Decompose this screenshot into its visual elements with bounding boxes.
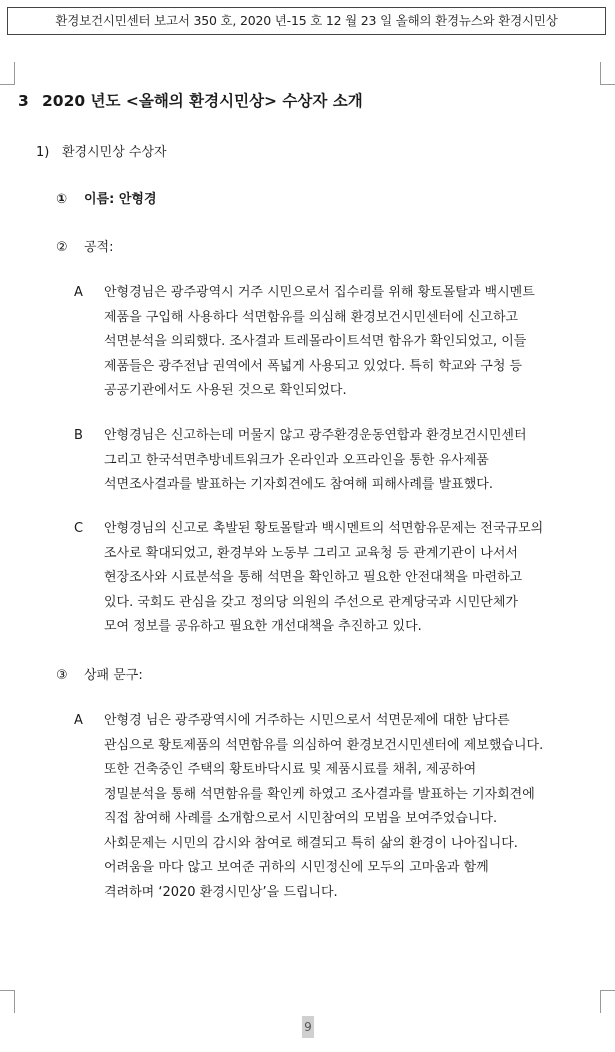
crop-mark-top-right [600,62,615,85]
paragraph-line: 석면조사결과를 발표하는 기자회견에도 참여해 피해사례를 발표했다. [104,477,493,492]
item-marker: ② [56,240,68,255]
paragraph-line: 정밀분석을 통해 석면함유를 확인케 하였고 조사결과를 발표하는 기자회견에 [104,786,535,802]
paragraph-line: 사회문제는 시민의 감시와 참여로 해결되고 특히 삶의 환경이 나아집니다. [104,835,518,851]
paragraph-letter: A [74,285,83,300]
paragraph-letter: C [74,521,84,536]
achievement-paragraph-c [74,517,600,640]
paragraph-line: 직접 참여해 사례를 소개함으로서 시민참여의 모범을 보여주었습니다. [104,811,498,826]
crop-mark-bottom-right [600,990,615,1013]
achievement-paragraph-b [74,424,600,498]
paragraph-line: 모여 정보를 공유하고 필요한 개선대책을 추진하고 있다. [104,619,422,634]
subsection-number: 1) [36,145,50,160]
page-header: 환경보건시민센터 보고서 350 호, 2020 년-15 호 12 월 23 일 올해의 환경뉴스와 환경시민상 [7,7,606,35]
item-marker: ③ [56,668,68,683]
plaque-paragraph [74,709,600,905]
paragraph-line: 조사로 확대되었고, 환경부와 노동부 그리고 교육청 등 관계기관이 나서서 [104,545,518,561]
achievement-paragraph-a [74,281,600,404]
subsection-title: 환경시민상 수상자 [62,145,167,160]
item-label: 공적: [84,240,114,255]
paragraph-line: 그리고 한국석면추방네트워크가 온라인과 오프라인을 통한 유사제품 [104,452,489,468]
section-heading [18,89,363,111]
item-marker: ① [56,192,68,207]
paragraph-line: 공공기관에서도 사용된 것으로 확인되었다. [104,383,347,398]
paragraph-line: 제품들은 광주전남 권역에서 폭넓게 사용되고 있었다. 특히 학교와 구청 등 [104,358,523,374]
item-achievements [56,236,114,255]
paragraph-line: 있다. 국회도 관심을 갖고 정의당 의원의 주선으로 관계당국과 시민단체가 [104,594,518,610]
crop-mark-bottom-left [0,990,15,1013]
paragraph-line: 안형경님은 신고하는데 머물지 않고 광주환경운동연합과 환경보건시민센터 [104,428,527,443]
paragraph-line: 어려움을 마다 않고 보여준 귀하의 시민정신에 모두의 고마움과 함께 [104,860,489,875]
paragraph-line: 또한 건축중인 주택의 황토바닥시료 및 제품시료를 채취, 제공하여 [104,762,477,777]
paragraph-letter: B [74,428,83,443]
item-name [56,188,157,207]
paragraph-line: 안형경님의 신고로 촉발된 황토몰탈과 백시멘트의 석면함유문제는 전국규모의 [104,521,544,536]
paragraph-line: 관심으로 황토제품의 석면함유를 의심하여 환경보건시민센터에 제보했습니다. [104,737,544,753]
paragraph-line: 안형경 님은 광주광역시에 거주하는 시민으로서 석면문제에 대한 남다른 [104,713,510,728]
paragraph-line: 석면분석을 의뢰했다. 조사결과 트레몰라이트석면 함유가 확인되었고, 이들 [104,334,527,349]
paragraph-line: 격려하며 ‘2020 환경시민상’을 드립니다. [104,884,338,900]
paragraph-line: 현장조사와 시료분석을 통해 석면을 확인하고 필요한 안전대책을 마련하고 [104,570,523,585]
section-title: 2020 년도 <올해의 환경시민상> 수상자 소개 [42,92,363,110]
paragraph-line: 제품을 구입해 사용하다 석면함유를 의심해 환경보건시민센터에 신고하고 [104,309,519,325]
paragraph-line: 안형경님은 광주광역시 거주 시민으로서 집수리를 위해 황토몰탈과 백시멘트 [104,285,535,300]
page-number: 9 [302,1016,314,1038]
paragraph-letter: A [74,713,83,728]
item-plaque [56,664,143,683]
item-label: 상패 문구: [84,668,143,683]
section-number: 3 [18,92,29,110]
subsection-heading [36,141,167,160]
item-label: 이름: 안형경 [84,192,157,207]
crop-mark-top-left [0,62,15,85]
